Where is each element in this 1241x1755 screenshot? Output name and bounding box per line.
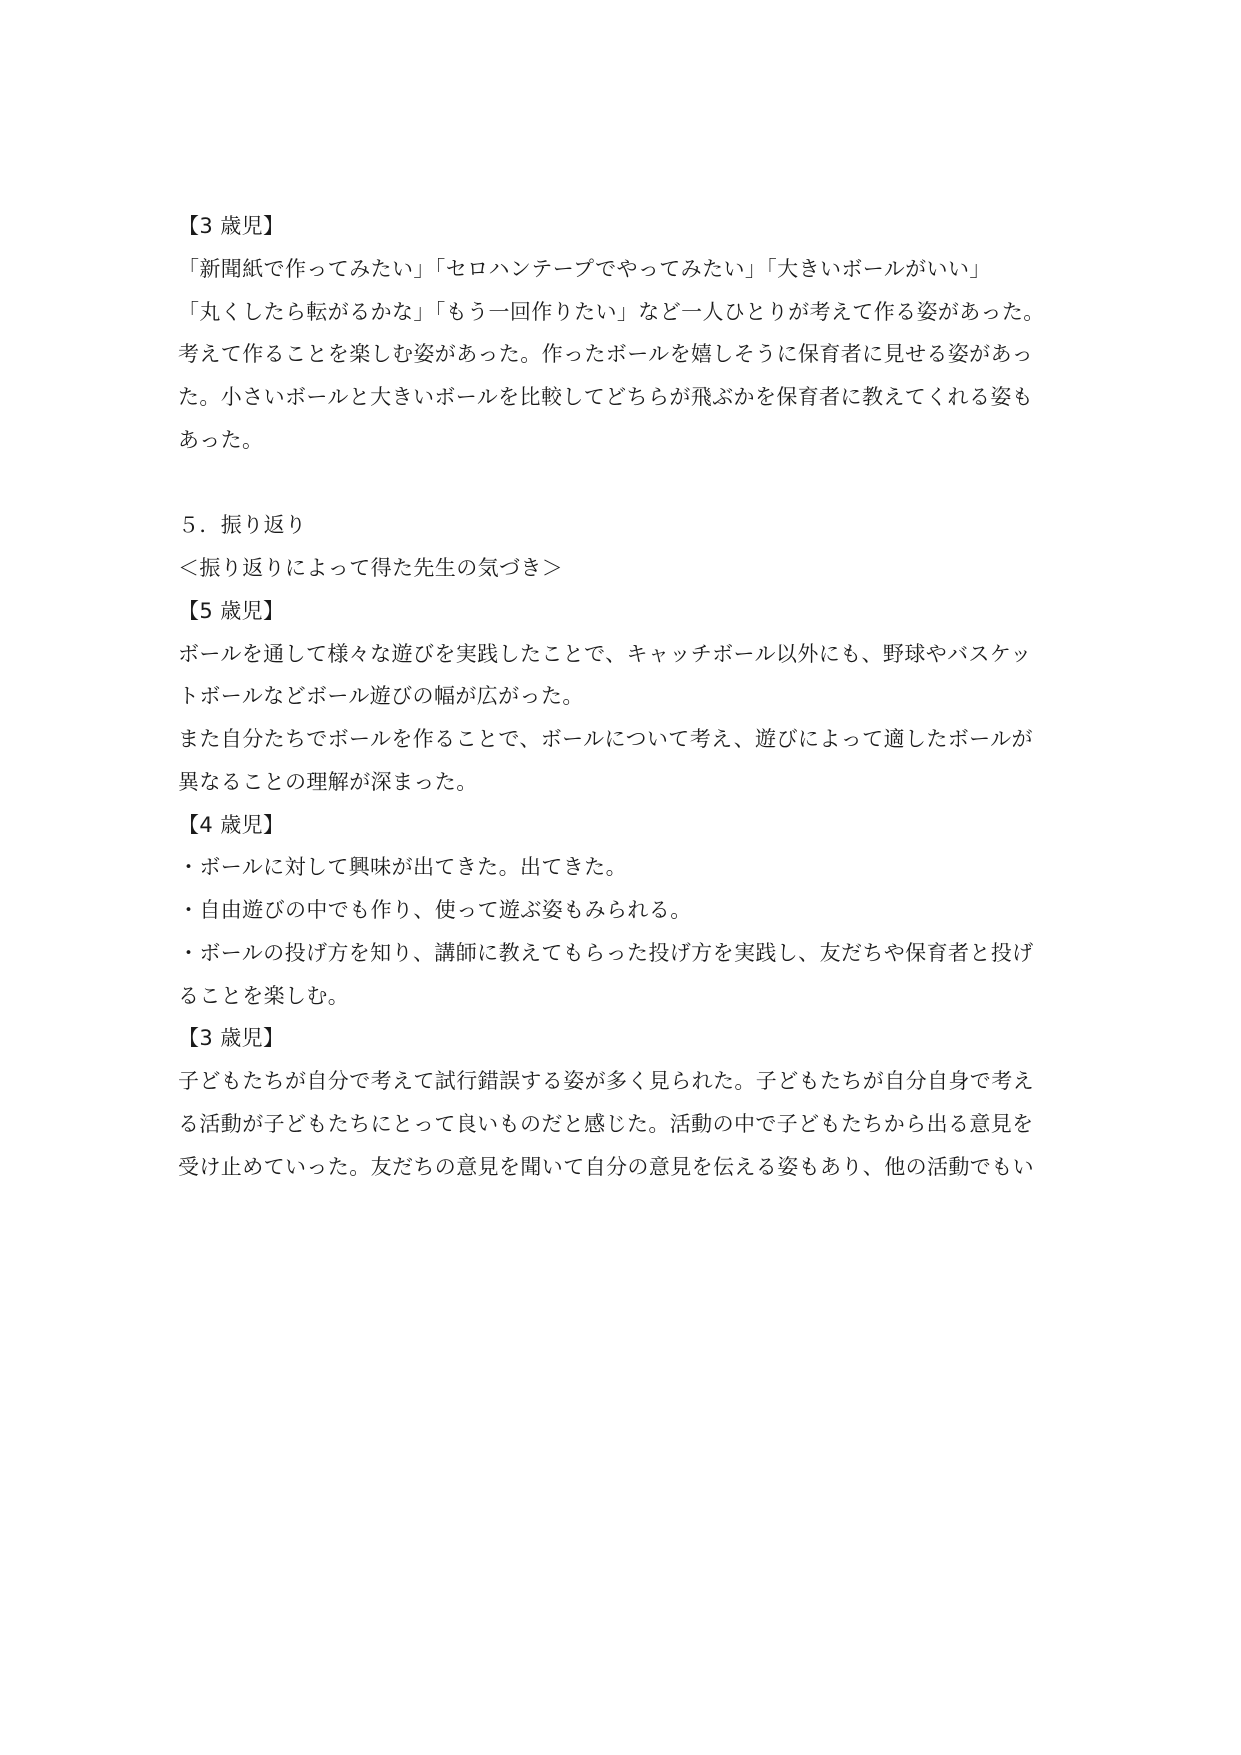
bullet-item: ・ボールに対して興味が出てきた。出てきた。 — [178, 855, 627, 879]
bullet-item-continuation: ることを楽しむ。 — [178, 984, 350, 1008]
paragraph-line: あった。 — [178, 428, 264, 452]
heading-3-year-olds-observation: 【3 歳児】 — [178, 214, 285, 238]
paragraph-line: 受け止めていった。友だちの意見を聞いて自分の意見を伝える姿もあり、他の活動でもい — [178, 1155, 1034, 1179]
paragraph-line: 子どもたちが自分で考えて試行錯誤する姿が多く見られた。子どもたちが自分自身で考え — [178, 1069, 1034, 1093]
bullet-item: ・ボールの投げ方を知り、講師に教えてもらった投げ方を実践し、友だちや保育者と投げ — [178, 941, 1034, 965]
heading-5-year-olds: 【5 歳児】 — [178, 599, 285, 623]
heading-3-year-olds: 【3 歳児】 — [178, 1026, 285, 1050]
paragraph-line: た。小さいボールと大きいボールを比較してどちらが飛ぶかを保育者に教えてくれる姿も — [178, 385, 1034, 409]
subheading-teacher-insights: ＜振り返りによって得た先生の気づき＞ — [178, 556, 564, 580]
paragraph-line: 「新聞紙で作ってみたい」「セロハンテープでやってみたい」「大きいボールがいい」 — [178, 257, 991, 281]
paragraph-line: ボールを通して様々な遊びを実践したことで、キャッチボール以外にも、野球やバスケッ — [178, 642, 1032, 666]
section-heading-reflection: ５．振り返り — [178, 513, 307, 537]
paragraph-line: 異なることの理解が深まった。 — [178, 770, 478, 794]
bullet-item: ・自由遊びの中でも作り、使って遊ぶ姿もみられる。 — [178, 898, 692, 922]
paragraph-line: る活動が子どもたちにとって良いものだと感じた。活動の中で子どもたちから出る意見を — [178, 1112, 1034, 1136]
heading-4-year-olds: 【4 歳児】 — [178, 813, 285, 837]
paragraph-line: 「丸くしたら転がるかな」「もう一回作りたい」など一人ひとりが考えて作る姿があった。 — [178, 300, 1045, 324]
paragraph-line: また自分たちでボールを作ることで、ボールについて考え、遊びによって適したボールが — [178, 727, 1033, 751]
paragraph-line: トボールなどボール遊びの幅が広がった。 — [178, 684, 584, 708]
paragraph-line: 考えて作ることを楽しむ姿があった。作ったボールを嬉しそうに保育者に見せる姿があっ — [178, 342, 1034, 366]
